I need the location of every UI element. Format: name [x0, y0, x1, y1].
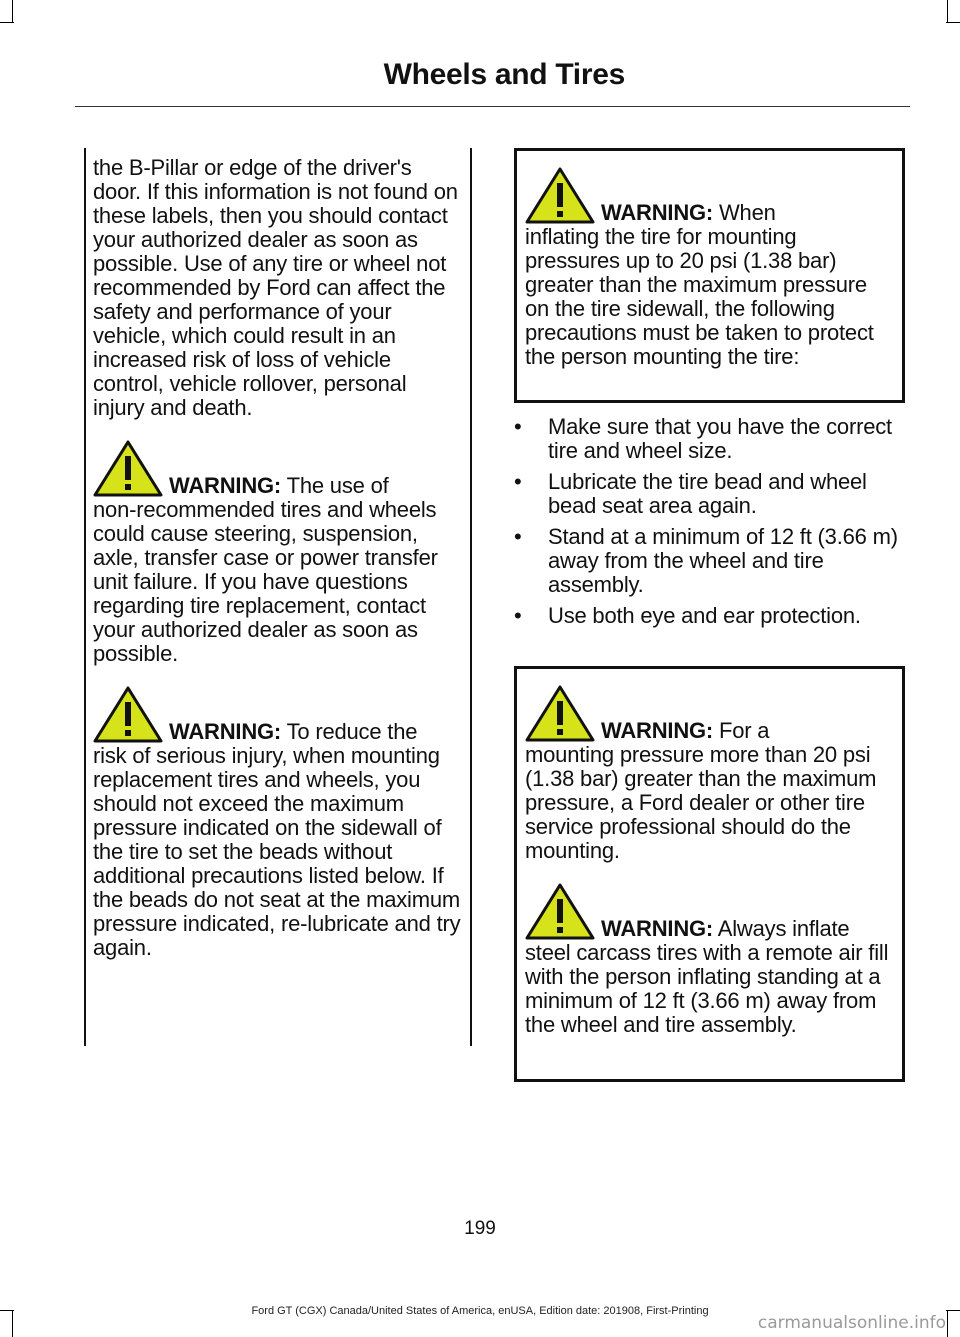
list-item-text: Use both eye and ear protection. [548, 603, 861, 628]
warning-heading [525, 883, 894, 941]
warning-box [514, 148, 905, 403]
warning-label: WARNING: [169, 719, 282, 744]
warning-block [525, 167, 894, 369]
warning-text-start: When [718, 200, 776, 225]
crop-mark [946, 22, 960, 23]
warning-label: WARNING: [601, 916, 714, 941]
bullet-icon: • [514, 469, 522, 494]
warning-text-start: For a [718, 718, 770, 743]
warning-triangle-icon [525, 167, 595, 225]
warning-heading [525, 685, 894, 743]
warning-triangle-icon [525, 685, 595, 743]
warning-block [93, 686, 462, 960]
warning-block [525, 685, 894, 863]
header-divider [75, 106, 910, 107]
warning-text-start: The use of [286, 473, 389, 498]
warning-text: mounting pressure more than 20 psi (1.38 bar) greater than the maximum pressure, a Ford dealer or other tire service professional should do the mounting. [525, 742, 877, 863]
footer-edition-info: Ford GT (CGX) Canada/United States of America, enUSA, Edition date: 201908, First-Printing [251, 1305, 709, 1317]
page-title: Wheels and Tires [383, 58, 625, 91]
list-item-text: Lubricate the tire bead and wheel bead seat area again. [548, 469, 867, 518]
warning-first-line [601, 719, 894, 743]
page-number: 199 [464, 1218, 496, 1239]
list-item-text: Stand at a minimum of 12 ft (3.66 m) away from the wheel and tire assembly. [548, 524, 898, 597]
warning-text: inflating the tire for mounting pressures up to 20 psi (1.38 bar) greater than the maximum pressure on the tire sidewall, the following precautions must be taken to protect the person mounting the tire: [525, 224, 874, 369]
list-item-text: Make sure that you have the correct tire and wheel size. [548, 414, 892, 463]
warning-first-line [601, 201, 894, 225]
warning-label: WARNING: [169, 473, 282, 498]
bullet-icon: • [514, 524, 522, 549]
bullet-icon: • [514, 414, 522, 439]
warning-label: WARNING: [601, 200, 714, 225]
warning-triangle-icon [525, 883, 595, 941]
warning-block [93, 440, 462, 666]
list-item [514, 415, 909, 463]
warning-text-start: To reduce the [286, 719, 418, 744]
warning-text-start: Always inflate [717, 916, 850, 941]
bullet-icon: • [514, 603, 522, 628]
left-column [84, 148, 472, 1046]
warning-block [525, 883, 894, 1037]
list-item [514, 470, 909, 518]
intro-paragraph: the B-Pillar or edge of the driver's door. If this information is not found on these labels, then you should contact your authorized dealer as soon as possible. Use of any tire or wheel not recommended by Ford can affect the safety and performance of your vehicle, which could result in an increased risk of loss of vehicle control, vehicle rollover, personal injury and death. [93, 155, 458, 420]
warning-triangle-icon [93, 440, 163, 498]
list-item [514, 525, 909, 597]
warning-heading [93, 686, 462, 744]
warning-first-line [601, 917, 894, 941]
precaution-list [514, 415, 909, 635]
crop-mark [947, 0, 948, 22]
warning-text: risk of serious injury, when mounting replacement tires and wheels, you should not exceed the maximum pressure indicated on the sidewall of the tire to set the beads without additional precautions listed below. If the beads do not seat at the maximum pressure indicated, re-lubricate and try again. [93, 743, 461, 960]
crop-mark [12, 0, 13, 22]
watermark: carmanualsonline.info [757, 1313, 946, 1333]
warning-heading [525, 167, 894, 225]
list-item [514, 604, 909, 628]
warning-triangle-icon [93, 686, 163, 744]
warning-text: non-recommended tires and wheels could cause steering, suspension, axle, transfer case or power transfer unit failure. If you have questions regarding tire replacement, contact your authorized dealer as soon as possible. [93, 497, 438, 666]
warning-text: steel carcass tires with a remote air fill with the person inflating standing at a minimum of 12 ft (3.66 m) away from the wheel and tire assembly. [525, 940, 889, 1037]
warning-heading [93, 440, 462, 498]
warning-first-line [169, 474, 462, 498]
warning-box [514, 666, 905, 1082]
warning-first-line [169, 720, 462, 744]
warning-label: WARNING: [601, 718, 714, 743]
crop-mark [0, 22, 14, 23]
